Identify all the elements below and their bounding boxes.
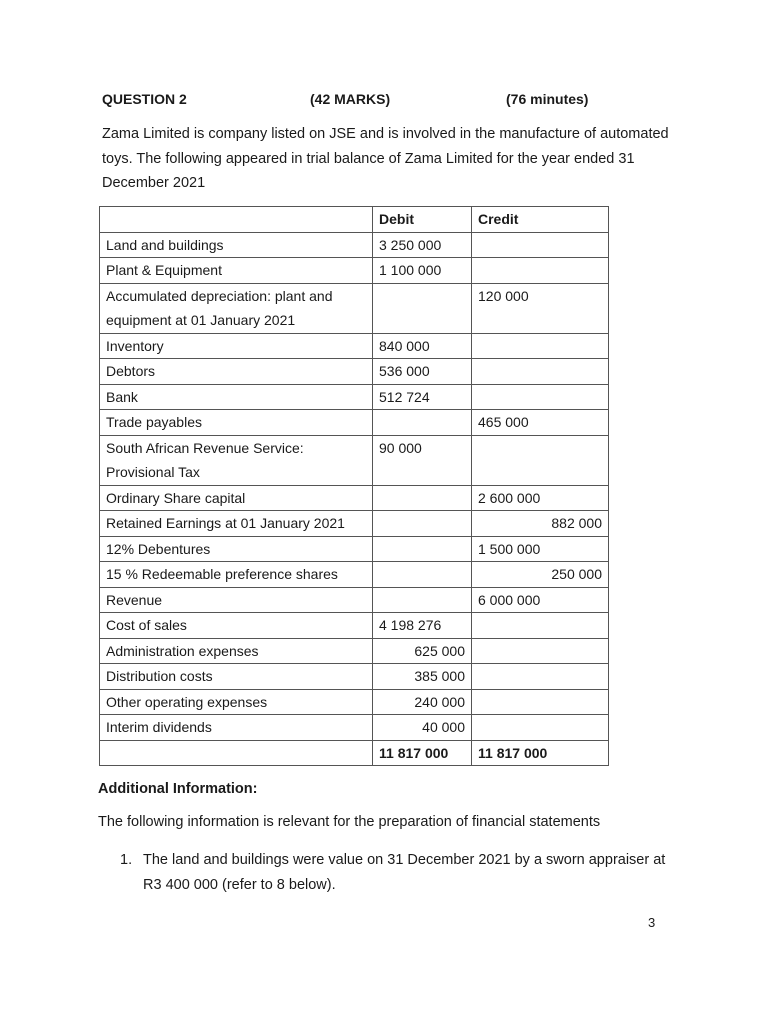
table-row bbox=[100, 232, 609, 258]
page-number: 3 bbox=[648, 915, 656, 930]
row-description: Bank bbox=[100, 384, 373, 410]
row-debit: 512 724 bbox=[373, 384, 472, 410]
row-debit: 385 000 bbox=[373, 664, 472, 690]
row-debit: 625 000 bbox=[373, 638, 472, 664]
table-row bbox=[100, 689, 609, 715]
question-title: QUESTION 2 bbox=[102, 91, 187, 107]
intro-paragraph: Zama Limited is company listed on JSE and is involved in the manufacture of automated toys. The following appeared in trial balance of Zama Limited for the year ended 31 December 2021 bbox=[102, 126, 669, 191]
row-debit bbox=[373, 410, 472, 436]
row-description: Interim dividends bbox=[100, 715, 373, 741]
table-row bbox=[100, 359, 609, 385]
row-credit bbox=[472, 715, 609, 741]
table-row bbox=[100, 511, 609, 537]
row-description: Revenue bbox=[100, 587, 373, 613]
row-description: Cost of sales bbox=[100, 613, 373, 639]
table-row bbox=[100, 664, 609, 690]
list-item-text: The land and buildings were value on 31 December 2021 by a sworn appraiser at R3 400 000 (refer to 8 below). bbox=[143, 852, 666, 893]
row-credit: 6 000 000 bbox=[472, 587, 609, 613]
table-row bbox=[100, 638, 609, 664]
row-description: Other operating expenses bbox=[100, 689, 373, 715]
additional-info-title: Additional Information: bbox=[98, 781, 258, 797]
additional-info-text: The following information is relevant for the preparation of financial statements bbox=[98, 814, 601, 830]
table-row bbox=[100, 613, 609, 639]
table-header-row bbox=[100, 207, 609, 233]
row-debit bbox=[373, 283, 472, 333]
row-credit: 120 000 bbox=[472, 283, 609, 333]
row-description: Retained Earnings at 01 January 2021 bbox=[100, 511, 373, 537]
row-credit: 2 600 000 bbox=[472, 485, 609, 511]
totals-credit: 11 817 000 bbox=[472, 740, 609, 766]
row-debit: 1 100 000 bbox=[373, 258, 472, 284]
row-description: Accumulated depreciation: plant and equipment at 01 January 2021 bbox=[100, 283, 373, 333]
list-item bbox=[120, 848, 680, 897]
table-row bbox=[100, 435, 609, 485]
row-debit: 3 250 000 bbox=[373, 232, 472, 258]
additional-info-list bbox=[120, 848, 680, 897]
question-time: (76 minutes) bbox=[506, 91, 589, 107]
row-debit bbox=[373, 587, 472, 613]
row-credit bbox=[472, 613, 609, 639]
row-debit: 90 000 bbox=[373, 435, 472, 485]
list-item-number: 1. bbox=[120, 852, 133, 868]
row-debit: 240 000 bbox=[373, 689, 472, 715]
totals-description bbox=[100, 740, 373, 766]
header-cell-debit: Debit bbox=[373, 207, 472, 233]
table-row bbox=[100, 333, 609, 359]
row-description: 12% Debentures bbox=[100, 536, 373, 562]
row-debit bbox=[373, 536, 472, 562]
row-credit bbox=[472, 384, 609, 410]
totals-debit: 11 817 000 bbox=[373, 740, 472, 766]
table-row bbox=[100, 536, 609, 562]
row-description: 15 % Redeemable preference shares bbox=[100, 562, 373, 588]
table-row bbox=[100, 384, 609, 410]
row-credit: 250 000 bbox=[472, 562, 609, 588]
table-row bbox=[100, 587, 609, 613]
row-description: Plant & Equipment bbox=[100, 258, 373, 284]
row-credit bbox=[472, 232, 609, 258]
row-description: Trade payables bbox=[100, 410, 373, 436]
row-debit: 40 000 bbox=[373, 715, 472, 741]
row-debit bbox=[373, 485, 472, 511]
trial-balance-table bbox=[99, 206, 609, 766]
row-credit: 465 000 bbox=[472, 410, 609, 436]
row-debit: 4 198 276 bbox=[373, 613, 472, 639]
row-description: South African Revenue Service: Provisional Tax bbox=[100, 435, 373, 485]
row-credit bbox=[472, 359, 609, 385]
row-debit: 536 000 bbox=[373, 359, 472, 385]
row-credit bbox=[472, 258, 609, 284]
row-credit bbox=[472, 333, 609, 359]
row-description: Debtors bbox=[100, 359, 373, 385]
row-credit bbox=[472, 435, 609, 485]
row-description: Land and buildings bbox=[100, 232, 373, 258]
table-row bbox=[100, 485, 609, 511]
table-totals-row bbox=[100, 740, 609, 766]
table-row bbox=[100, 258, 609, 284]
row-description: Distribution costs bbox=[100, 664, 373, 690]
row-credit bbox=[472, 638, 609, 664]
row-credit: 1 500 000 bbox=[472, 536, 609, 562]
table-row bbox=[100, 410, 609, 436]
row-debit bbox=[373, 562, 472, 588]
header-cell-credit: Credit bbox=[472, 207, 609, 233]
row-description: Administration expenses bbox=[100, 638, 373, 664]
row-debit bbox=[373, 511, 472, 537]
question-header bbox=[102, 91, 622, 111]
row-credit bbox=[472, 689, 609, 715]
header-cell-description bbox=[100, 207, 373, 233]
row-credit bbox=[472, 664, 609, 690]
row-description: Ordinary Share capital bbox=[100, 485, 373, 511]
row-description: Inventory bbox=[100, 333, 373, 359]
table-row bbox=[100, 715, 609, 741]
table-row bbox=[100, 562, 609, 588]
table-row bbox=[100, 283, 609, 333]
question-marks: (42 MARKS) bbox=[310, 91, 391, 107]
row-credit: 882 000 bbox=[472, 511, 609, 537]
row-debit: 840 000 bbox=[373, 333, 472, 359]
